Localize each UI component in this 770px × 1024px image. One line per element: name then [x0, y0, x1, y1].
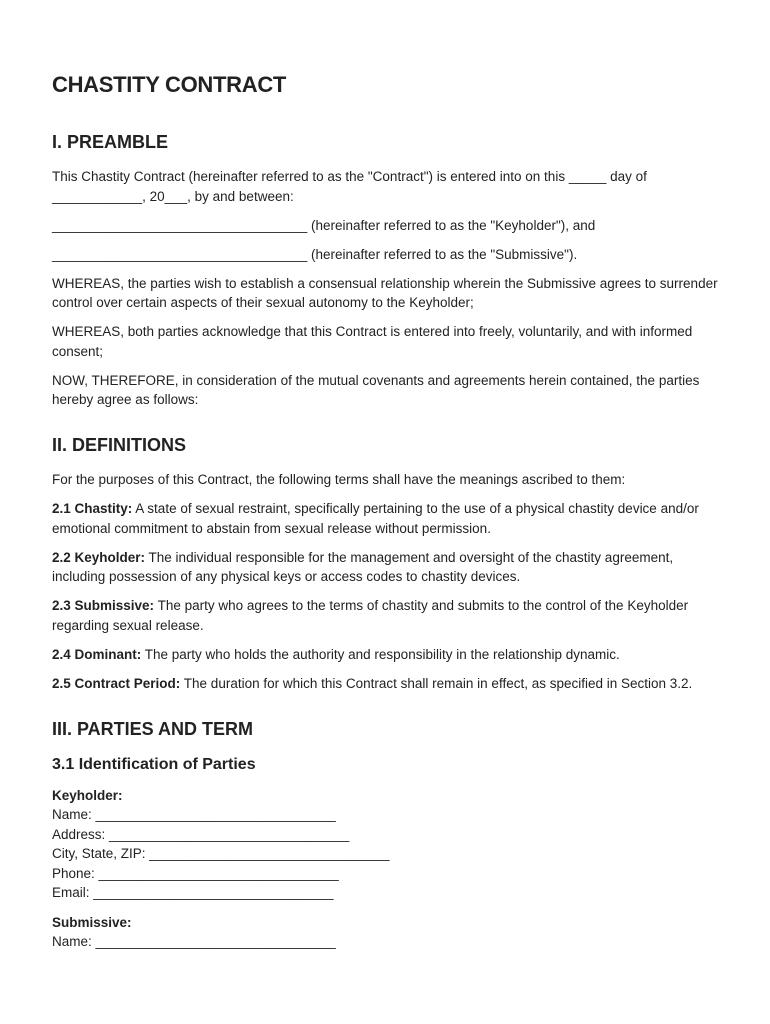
document-content — [52, 69, 722, 962]
definition-term: 2.1 Chastity: — [52, 501, 133, 516]
definition-text: The duration for which this Contract shall remain in effect, as specified in Section 3.2. — [183, 675, 693, 691]
definition-text: The individual responsible for the management and oversight of the chastity agreement, including possession of any physical keys or access codes to chastity devices. — [52, 549, 674, 584]
preamble-heading: I. PREAMBLE — [52, 132, 169, 152]
parties-heading: III. PARTIES AND TERM — [52, 718, 254, 739]
definition-text: The party who holds the authority and responsibility in the relationship dynamic. — [144, 646, 620, 662]
definitions-intro: For the purposes of this Contract, the following terms shall have the meanings ascribed to them: — [52, 472, 626, 487]
definition-item — [52, 674, 722, 694]
parties-section — [52, 717, 722, 952]
keyholder-city-field: City, State, ZIP: ________________________________ — [52, 846, 390, 861]
definitions-section — [52, 433, 722, 693]
definition-text: The party who agrees to the terms of chastity and submits to the control of the Keyholder regarding sexual release. — [52, 598, 689, 633]
preamble-paragraph: __________________________________ (hereinafter referred to as the "Submissive"). — [52, 246, 578, 262]
keyholder-email-field: Email: ________________________________ — [52, 885, 334, 900]
preamble-section — [52, 130, 722, 410]
preamble-paragraph: WHEREAS, both parties acknowledge that this Contract is entered into freely, voluntarily, and with informed consent; — [52, 324, 693, 359]
definition-term: 2.4 Dominant: — [52, 646, 142, 662]
definition-text: A state of sexual restraint, specifically pertaining to the use of a physical chastity device and/or emotional commitment to abstain from sexual release without permission. — [52, 501, 699, 536]
submissive-name-field: Name: ________________________________ — [52, 934, 336, 949]
preamble-paragraph: __________________________________ (hereinafter referred to as the "Keyholder"), and — [52, 217, 596, 233]
keyholder-label: Keyholder: — [52, 787, 123, 803]
submissive-block — [52, 913, 722, 952]
definitions-heading: II. DEFINITIONS — [52, 435, 187, 455]
keyholder-block — [52, 786, 722, 903]
definition-item — [52, 499, 722, 538]
definition-item — [52, 596, 722, 635]
preamble-paragraph: NOW, THEREFORE, in consideration of the mutual covenants and agreements herein contained, the parties hereby agree as follows: — [52, 372, 700, 407]
identification-subheading: 3.1 Identification of Parties — [52, 755, 256, 773]
definition-term: 2.5 Contract Period: — [52, 675, 181, 691]
preamble-paragraph: WHEREAS, the parties wish to establish a consensual relationship wherein the Submissive agrees to surrender control over certain aspects of their sexual autonomy to the Keyholder; — [52, 275, 718, 310]
definition-term: 2.3 Submissive: — [52, 598, 155, 613]
definition-term: 2.2 Keyholder: — [52, 549, 146, 565]
document-title: CHASTITY CONTRACT — [52, 72, 287, 97]
definition-item — [52, 645, 722, 665]
keyholder-address-field: Address: ________________________________ — [52, 826, 350, 842]
preamble-paragraph: This Chastity Contract (hereinafter referred to as the "Contract") is entered into on this _____ day of ____________, 20___, by and between: — [52, 169, 647, 204]
submissive-label: Submissive: — [52, 914, 132, 930]
definition-item — [52, 548, 722, 587]
keyholder-name-field: Name: ________________________________ — [52, 807, 336, 822]
keyholder-phone-field: Phone: ________________________________ — [52, 865, 339, 881]
